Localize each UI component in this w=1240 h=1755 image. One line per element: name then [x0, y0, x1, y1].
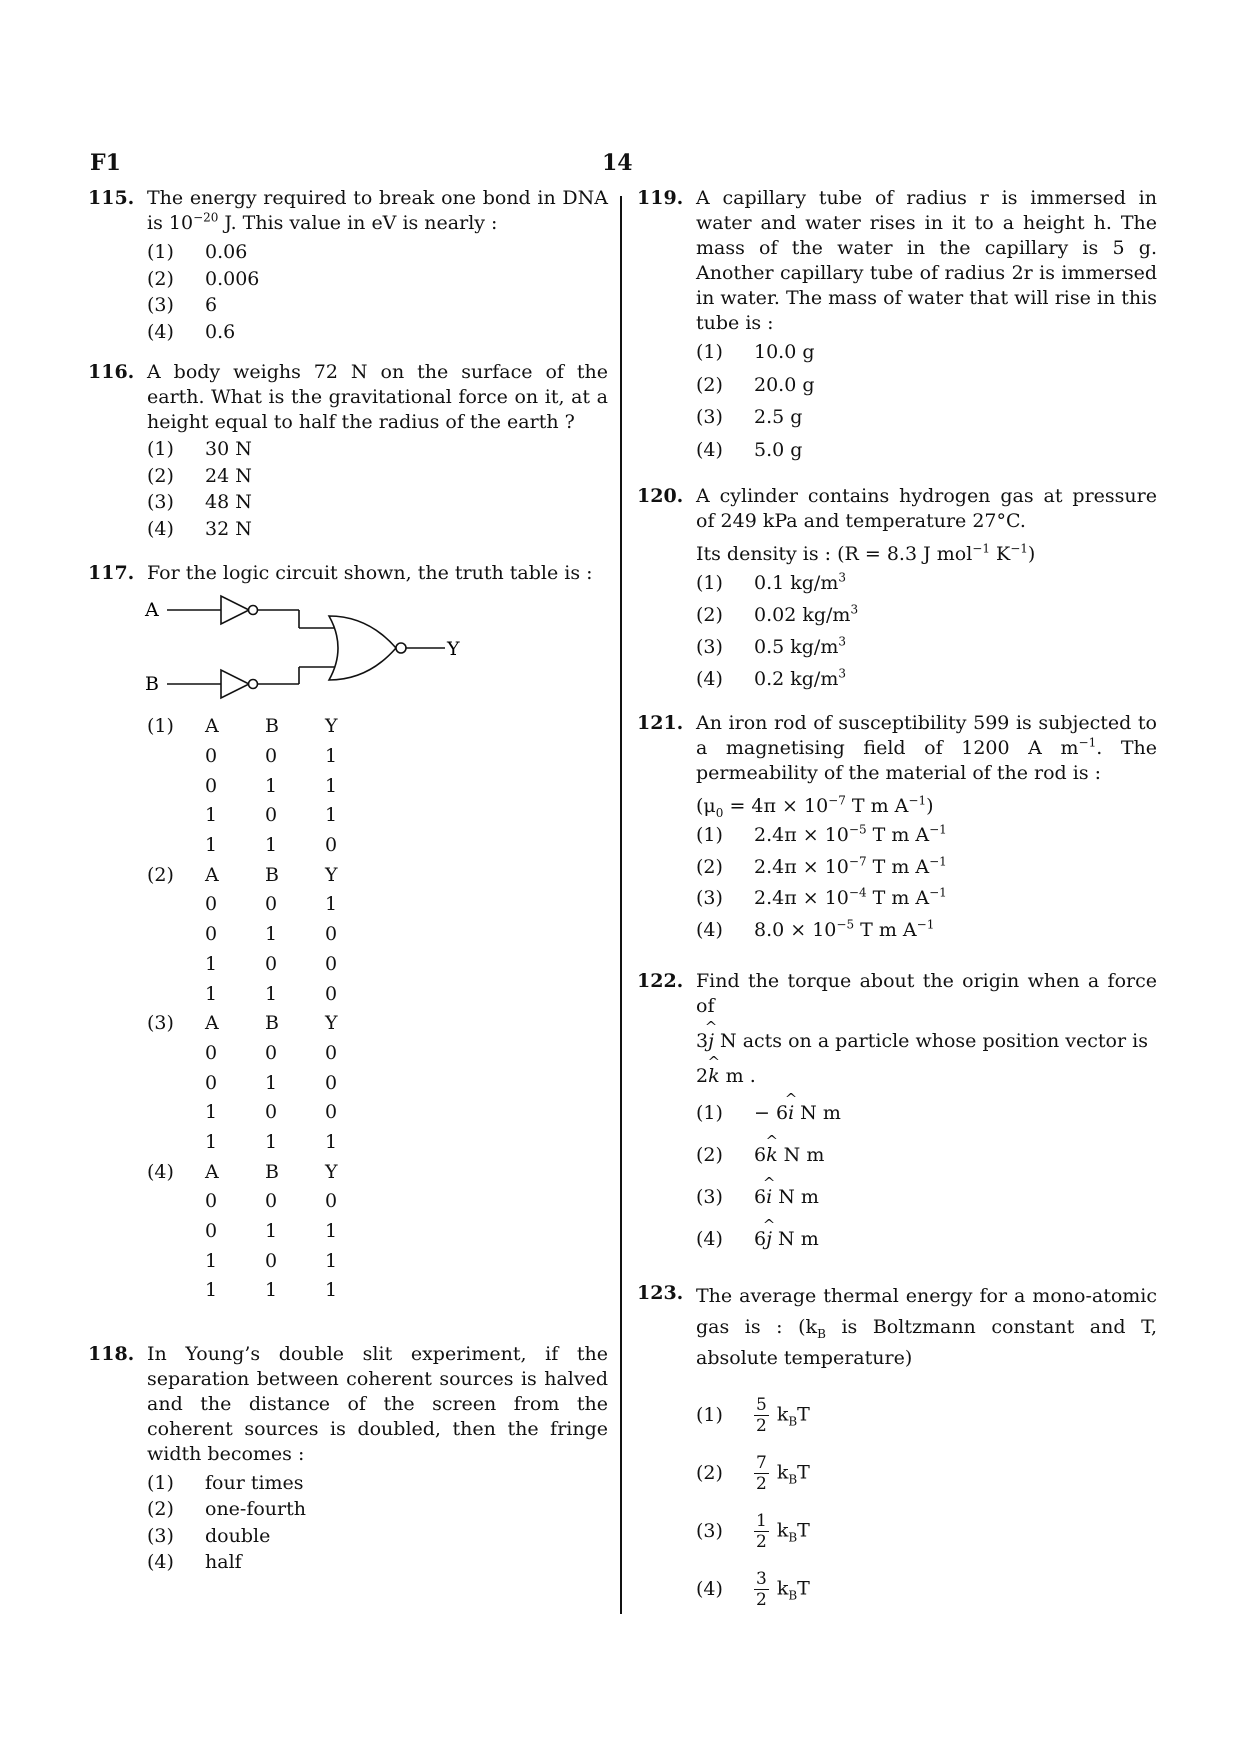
question-120: [637, 484, 1157, 699]
option: (4) 32 N: [147, 517, 252, 540]
right-column: [637, 186, 1157, 1618]
option: (2) $\frac{7}{2}$ $k_BT$: [696, 1452, 810, 1494]
option-list: [696, 823, 1157, 949]
option: (1) 30 N: [147, 438, 252, 460]
output-y-label: Y: [447, 638, 460, 660]
question-number: 116.: [88, 361, 135, 383]
input-b-label: B: [145, 673, 159, 695]
option: (4) half: [147, 1551, 242, 1574]
option: (3) 2.5 g: [696, 406, 803, 428]
option-list: [696, 1101, 1157, 1269]
truth-table-4: (4) A B Y 0 0 0 0 1 1 1 0 1 1 1 1: [147, 1160, 338, 1302]
question-text: The average thermal energy for a mono-atomic gas is : ($k_B$ is Boltzmann constant and T, absolute temperature): [696, 1285, 1158, 1369]
column-divider: [620, 196, 622, 1614]
option: (1) 10.0 g: [696, 341, 815, 363]
option: (2) 0.02 $kg/m^3$: [696, 602, 859, 626]
question-number: 121.: [637, 712, 684, 734]
question-text: A cylinder contains hydrogen gas at pressure of 249 kPa and temperature 27°C.: [696, 485, 1157, 532]
set-code: F1: [90, 150, 121, 176]
question-given-data: Its density is : (R = 8.3 J mol$^{-1}$ $K^{-1}$): [696, 541, 1036, 565]
option-list: [696, 571, 1157, 699]
question-number: 120.: [637, 485, 684, 507]
option: (1) $2.4\pi \times 10^{-5}$ T m $A^{-1}$: [696, 822, 947, 846]
option: (4) 5.0 g: [696, 438, 803, 461]
option-list: [696, 340, 1157, 470]
option: (1) 0.06: [147, 241, 248, 263]
truth-table-3: (3) A B Y 0 0 0 0 1 0 1 0 0 1 1 1: [147, 1012, 338, 1153]
option: (4) $\frac{3}{2}$ $k_BT$: [696, 1568, 810, 1610]
question-122: [637, 969, 1157, 1269]
question-121: [637, 711, 1157, 949]
input-a-label: A: [145, 599, 159, 621]
option: (2) 6^ k N m: [696, 1143, 1157, 1185]
option: (4) 0.2 $kg/m^3$: [696, 666, 846, 690]
question-text: The energy required to break one bond in DNA is $10^{-20}$ J. This value in eV is nearly :: [147, 187, 608, 234]
option: (1) − 6^ i N m: [696, 1101, 1157, 1143]
option: (3) double: [147, 1524, 271, 1547]
question-number: 118.: [88, 1342, 135, 1365]
option: (2) one-fourth: [147, 1498, 307, 1521]
truth-table-options: [147, 712, 608, 1306]
question-number: 123.: [637, 1282, 684, 1304]
truth-table-1: (1) A B Y 0 0 1 0 1 1 1 0 1 1 1 0: [147, 715, 338, 857]
question-text: Find the torque about the origin when a force of 3^ j N acts on a particle whose position vector is 2^ k m .: [696, 969, 1157, 1089]
option: (3) 48 N: [147, 491, 252, 513]
option: (4) $8.0 \times 10^{-5}$ T m $A^{-1}$: [696, 917, 935, 941]
question-117: [88, 561, 608, 586]
question-number: 122.: [637, 970, 684, 992]
option-list: [147, 437, 608, 543]
option: (3) 0.5 $kg/m^3$: [696, 634, 846, 658]
question-123: [637, 1281, 1157, 1618]
option: (1) $\frac{5}{2}$ $k_BT$: [696, 1394, 810, 1436]
option: (3) 6: [147, 294, 218, 316]
option: (1) 0.1 $kg/m^3$: [696, 570, 846, 594]
question-number: 115.: [88, 187, 135, 209]
option: (1) four times: [147, 1471, 304, 1494]
question-text: A body weighs 72 N on the surface of the earth. What is the gravitational force on it, at a height equal to half the radius of the earth ?: [147, 361, 608, 433]
question-116: [88, 360, 608, 543]
option: (2) 20.0 g: [696, 373, 815, 396]
option: (4) 0.6: [147, 320, 236, 343]
question-119: [637, 186, 1157, 470]
option-list: [147, 1471, 608, 1577]
unit-vector-j: ^ j: [708, 1029, 714, 1054]
truth-table-2: (2) A B Y 0 0 1 0 1 0 1 0 0 1 1 0: [147, 863, 338, 1005]
left-column: [88, 186, 608, 1577]
question-text: In Young’s double slit experiment, if the separation between coherent sources is halved and the distance of the screen from the coherent sources is doubled, then the fringe width becomes :: [147, 1342, 608, 1465]
option: (4) 6^ j N m: [696, 1227, 1157, 1269]
option: (2) 24 N: [147, 464, 252, 487]
question-text: For the logic circuit shown, the truth table is :: [147, 562, 593, 584]
question-text: An iron rod of susceptibility 599 is subjected to a magnetising field of 1200 A $m^{-1}$. The permeability of the material of the rod is :: [696, 712, 1158, 784]
question-number: 117.: [88, 562, 135, 584]
option: (2) 0.006: [147, 267, 260, 290]
unit-vector-k: ^ k: [708, 1064, 720, 1089]
page-number: 14: [602, 150, 633, 176]
option-list: [696, 1386, 1157, 1618]
question-115: [88, 186, 608, 346]
question-118: [88, 1342, 608, 1577]
option: (2) $2.4\pi \times 10^{-7}$ T m $A^{-1}$: [696, 854, 947, 878]
option: (3) $\frac{1}{2}$ $k_BT$: [696, 1510, 810, 1552]
option-list: [147, 240, 608, 346]
option: (3) $2.4\pi \times 10^{-4}$ T m $A^{-1}$: [696, 885, 947, 909]
question-given-data: ($\mu_0 = 4\pi \times 10^{-7}$ T m $A^{-1}$): [696, 793, 934, 820]
option: (3) 6^ i N m: [696, 1185, 1157, 1227]
question-number: 119.: [637, 187, 684, 209]
question-text: A capillary tube of radius r is immersed in water and water rises in it to a height h. The mass of the water in the capillary is 5 g. Another capillary tube of radius 2r is immersed in water. The mass of water that will rise in this tube is :: [696, 187, 1157, 334]
logic-circuit-diagram: [143, 588, 583, 708]
